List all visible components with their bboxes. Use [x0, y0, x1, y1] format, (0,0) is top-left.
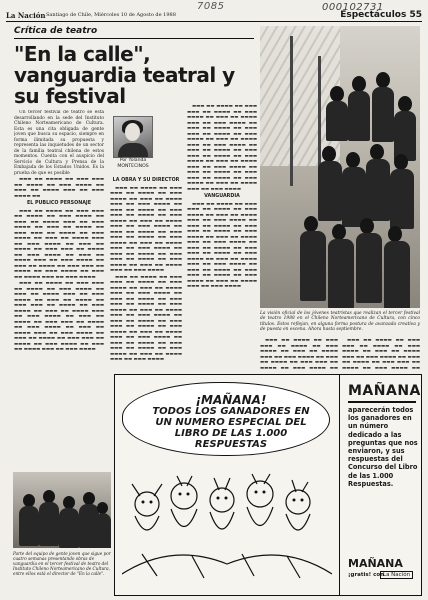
ad-exclamation: ¡MAÑANA!	[195, 393, 267, 407]
article-column-5	[342, 338, 420, 372]
ad-title: MAÑANA	[348, 383, 421, 399]
section-title: Espectáculos 55	[340, 10, 422, 20]
ad-sidebar	[339, 375, 422, 595]
cartoon-crowd	[122, 464, 332, 584]
byline	[107, 158, 159, 169]
kicker: Crítica de teatro	[14, 26, 98, 36]
advertisement	[114, 374, 422, 596]
handwritten-mark: 000102731	[322, 2, 384, 13]
speech-bubble	[122, 382, 330, 456]
article-column-3	[187, 104, 257, 370]
article-text-filler: ▬▬▬ ▬▬ ▬▬▬▬ ▬▬ ▬▬▬ ▬▬▬ ▬▬ ▬▬▬▬ ▬▬ ▬▬▬ ▬▬▬▬ ▬▬ ▬▬▬ ▬▬ ▬▬▬▬ ▬▬▬ ▬▬ ▬▬▬ ▬▬▬▬ ▬▬ ▬▬▬ ▬▬ ▬▬▬▬ ▬▬ ▬▬▬ ▬▬▬ ▬▬ ▬▬▬▬ ▬▬ ▬▬▬ ▬▬▬▬ ▬▬ ▬▬▬ ▬▬ ▬▬▬▬ ▬▬▬ ▬▬ ▬▬▬ ▬▬▬▬ ▬▬ ▬▬▬ ▬▬ ▬▬▬▬ ▬▬ ▬▬▬ ▬▬▬ ▬▬ ▬▬▬▬ ▬▬ ▬▬▬ ▬▬▬▬ ▬▬ ▬▬▬ ▬▬ ▬▬▬▬ ▬▬▬ ▬▬ ▬▬▬ ▬▬▬▬ ▬▬ ▬▬▬ ▬▬ ▬▬▬▬ ▬▬ ▬▬▬ ▬▬▬ ▬▬ ▬▬▬▬ ▬▬ ▬▬▬ ▬▬▬▬ ▬▬ ▬▬▬ ▬▬ ▬▬▬▬ ▬▬▬ ▬▬ ▬▬▬ ▬▬▬▬	[14, 208, 104, 280]
article-text-filler: ▬▬▬ ▬▬ ▬▬▬▬ ▬▬ ▬▬▬ ▬▬▬ ▬▬ ▬▬▬▬ ▬▬ ▬▬▬ ▬▬▬▬ ▬▬ ▬▬▬ ▬▬ ▬▬▬▬ ▬▬▬ ▬▬ ▬▬▬ ▬▬▬▬ ▬▬ ▬▬▬ ▬▬ ▬▬▬▬ ▬▬ ▬▬▬ ▬▬▬ ▬▬ ▬▬▬▬ ▬▬ ▬▬▬ ▬▬▬▬ ▬▬ ▬▬▬ ▬▬ ▬▬▬▬ ▬▬▬ ▬▬ ▬▬▬ ▬▬▬▬ ▬▬ ▬▬▬ ▬▬ ▬▬▬▬ ▬▬ ▬▬▬ ▬▬▬ ▬▬ ▬▬▬▬ ▬▬ ▬▬▬ ▬▬▬▬ ▬▬ ▬▬▬ ▬▬ ▬▬▬▬ ▬▬▬ ▬▬ ▬▬▬ ▬▬▬▬ ▬▬ ▬▬▬ ▬▬ ▬▬▬▬ ▬▬ ▬▬▬ ▬▬▬ ▬▬ ▬▬▬▬ ▬▬ ▬▬▬ ▬▬▬▬ ▬▬ ▬▬▬ ▬▬ ▬▬▬▬ ▬▬▬ ▬▬ ▬▬▬ ▬▬▬▬	[187, 201, 257, 289]
section-subhead: LA OBRA Y SU DIRECTOR	[112, 178, 180, 183]
article-text-filler: ▬▬▬ ▬▬ ▬▬▬▬ ▬▬ ▬▬▬ ▬▬▬ ▬▬ ▬▬▬▬ ▬▬ ▬▬▬ ▬▬▬▬ ▬▬ ▬▬▬ ▬▬ ▬▬▬▬ ▬▬▬ ▬▬ ▬▬▬ ▬▬▬▬ ▬▬ ▬▬▬ ▬▬ ▬▬▬▬ ▬▬ ▬▬▬ ▬▬▬ ▬▬ ▬▬▬▬ ▬▬ ▬▬▬ ▬▬▬▬ ▬▬ ▬▬▬ ▬▬ ▬▬▬▬ ▬▬▬ ▬▬ ▬▬▬ ▬▬▬▬ ▬▬ ▬▬▬ ▬▬ ▬▬▬▬ ▬▬ ▬▬▬ ▬▬▬ ▬▬ ▬▬▬▬ ▬▬ ▬▬▬ ▬▬▬▬ ▬▬ ▬▬▬ ▬▬ ▬▬▬▬ ▬▬▬ ▬▬ ▬▬▬ ▬▬▬▬ ▬▬ ▬▬▬ ▬▬ ▬▬▬▬ ▬▬ ▬▬▬ ▬▬▬ ▬▬ ▬▬▬▬ ▬▬ ▬▬▬ ▬▬▬▬ ▬▬ ▬▬▬ ▬▬ ▬▬▬▬ ▬▬▬ ▬▬ ▬▬▬ ▬▬▬▬	[110, 274, 182, 362]
section-subhead: EL PUBLICO PERSONAJE	[27, 201, 91, 206]
ad-gratis: ¡gratis! con	[348, 572, 385, 578]
ad-title: MAÑANA	[348, 557, 403, 570]
handwritten-mark: 7085	[197, 1, 225, 12]
masthead	[6, 10, 422, 22]
article-text-filler: ▬▬▬ ▬▬ ▬▬▬▬ ▬▬ ▬▬▬ ▬▬▬ ▬▬ ▬▬▬▬ ▬▬ ▬▬▬ ▬▬▬▬ ▬▬ ▬▬▬ ▬▬ ▬▬▬▬ ▬▬▬ ▬▬ ▬▬▬ ▬▬▬▬ ▬▬ ▬▬▬ ▬▬ ▬▬▬▬ ▬▬ ▬▬▬ ▬▬▬ ▬▬ ▬▬▬▬ ▬▬ ▬▬▬ ▬▬▬▬ ▬▬	[342, 338, 420, 371]
ad-illustration	[118, 378, 336, 590]
article-column-1	[14, 110, 104, 465]
ad-body: aparecerán todos los ganadores en un número dedicado a las preguntas que nos enviaron, y sus respuestas del Concurso del Libro de las 1.000 Respuestas.	[348, 406, 418, 488]
group-photo	[260, 26, 420, 308]
byline-surname: MONTECINOS	[117, 163, 149, 169]
article-column-2	[110, 176, 182, 370]
article-column-4	[260, 338, 338, 372]
byline-name: Por Yolanda	[119, 158, 147, 163]
dateline: Santiago de Chile, Miércoles 10 de Agosto de 1988	[46, 12, 176, 18]
headline: "En la calle", vanguardia teatral y su festival	[14, 42, 235, 108]
divider	[14, 38, 254, 39]
article-text-filler: ▬▬▬ ▬▬ ▬▬▬▬ ▬▬ ▬▬▬ ▬▬▬ ▬▬ ▬▬▬▬ ▬▬ ▬▬▬ ▬▬▬▬ ▬▬ ▬▬▬ ▬▬ ▬▬▬▬ ▬▬▬ ▬▬ ▬▬▬ ▬▬▬▬ ▬▬ ▬▬▬ ▬▬ ▬▬▬▬ ▬▬ ▬▬▬ ▬▬▬ ▬▬ ▬▬▬▬ ▬▬ ▬▬▬ ▬▬▬▬ ▬▬ ▬▬▬ ▬▬ ▬▬▬▬ ▬▬▬ ▬▬ ▬▬▬ ▬▬▬▬ ▬▬ ▬▬▬ ▬▬ ▬▬▬▬ ▬▬ ▬▬▬ ▬▬▬ ▬▬ ▬▬▬▬ ▬▬ ▬▬▬ ▬▬▬▬ ▬▬ ▬▬▬ ▬▬ ▬▬▬▬ ▬▬▬ ▬▬ ▬▬▬ ▬▬▬▬ ▬▬ ▬▬▬ ▬▬ ▬▬▬▬ ▬▬ ▬▬▬ ▬▬▬ ▬▬ ▬▬▬▬ ▬▬ ▬▬▬ ▬▬▬▬ ▬▬ ▬▬▬ ▬▬ ▬▬▬▬ ▬▬▬ ▬▬ ▬▬▬ ▬▬▬▬	[187, 104, 257, 192]
cast-photo	[13, 472, 111, 548]
article-text-filler: ▬▬▬ ▬▬ ▬▬▬▬ ▬▬ ▬▬▬ ▬▬▬ ▬▬ ▬▬▬▬ ▬▬ ▬▬▬ ▬▬▬▬ ▬▬ ▬▬▬ ▬▬ ▬▬▬▬ ▬▬▬ ▬▬ ▬▬▬ ▬▬▬▬ ▬▬ ▬▬▬ ▬▬ ▬▬▬▬ ▬▬ ▬▬▬ ▬▬▬ ▬▬ ▬▬▬▬ ▬▬ ▬▬▬ ▬▬▬▬ ▬▬ ▬▬▬ ▬▬ ▬▬▬▬ ▬▬▬ ▬▬ ▬▬▬ ▬▬▬▬ ▬▬ ▬▬▬ ▬▬ ▬▬▬▬ ▬▬ ▬▬▬ ▬▬▬ ▬▬ ▬▬▬▬ ▬▬ ▬▬▬ ▬▬▬▬ ▬▬ ▬▬▬ ▬▬ ▬▬▬▬ ▬▬▬ ▬▬ ▬▬▬ ▬▬▬▬ ▬▬ ▬▬▬ ▬▬ ▬▬▬▬ ▬▬ ▬▬▬ ▬▬▬ ▬▬ ▬▬▬▬ ▬▬ ▬▬▬ ▬▬▬▬ ▬▬ ▬▬▬ ▬▬ ▬▬▬▬ ▬▬▬ ▬▬ ▬▬▬ ▬▬▬▬	[110, 185, 182, 273]
article-text-filler: ▬▬▬ ▬▬ ▬▬▬▬ ▬▬ ▬▬▬ ▬▬▬ ▬▬ ▬▬▬▬ ▬▬ ▬▬▬ ▬▬▬▬ ▬▬ ▬▬▬ ▬▬ ▬▬▬▬ ▬▬▬ ▬▬ ▬▬▬ ▬▬▬▬ ▬▬	[14, 177, 104, 199]
article-text-filler: ▬▬▬ ▬▬ ▬▬▬▬ ▬▬ ▬▬▬ ▬▬▬ ▬▬ ▬▬▬▬ ▬▬ ▬▬▬ ▬▬▬▬ ▬▬ ▬▬▬ ▬▬ ▬▬▬▬ ▬▬▬ ▬▬ ▬▬▬ ▬▬▬▬ ▬▬ ▬▬▬ ▬▬ ▬▬▬▬ ▬▬ ▬▬▬ ▬▬▬ ▬▬ ▬▬▬▬ ▬▬ ▬▬▬ ▬▬▬▬ ▬▬	[260, 338, 338, 371]
ad-announcement: TODOS LOS GANADORES EN UN NUMERO ESPECIAL DEL LIBRO DE LAS 1.000 RESPUESTAS	[152, 406, 310, 450]
author-portrait	[113, 116, 153, 158]
paper-logo: La Nación	[380, 571, 413, 579]
article-text: Un tercer festival de teatro se está desarrollando en la sede del Instituto Chileno Norteamericano de Cultura. Esta es una cita obligada de gente joven que busca su espacio, siempre en forma ilimitada su propuesta y representa las inquietudes de un sector de la familia teatral chilena de estos momentos. Cuenta con el auspicio del Servicio de Cultura y Prensa de la Embajada de los Estados Unidos. Es la prueba de que es posible	[14, 110, 104, 176]
photo-caption: Parte del equipo de gente joven que sigue por cuatro semanas presentando obras de vanguardia en el tercer festival de teatro del Instituto Chileno Norteamericano de Cultura, entre ellos está el director de "En la calle".	[13, 551, 111, 577]
article-text-filler: ▬▬▬ ▬▬ ▬▬▬▬ ▬▬ ▬▬▬ ▬▬▬ ▬▬ ▬▬▬▬ ▬▬ ▬▬▬ ▬▬▬▬ ▬▬ ▬▬▬ ▬▬ ▬▬▬▬ ▬▬▬ ▬▬ ▬▬▬ ▬▬▬▬ ▬▬ ▬▬▬ ▬▬ ▬▬▬▬ ▬▬ ▬▬▬ ▬▬▬ ▬▬ ▬▬▬▬ ▬▬ ▬▬▬ ▬▬▬▬ ▬▬ ▬▬▬ ▬▬ ▬▬▬▬ ▬▬▬ ▬▬ ▬▬▬ ▬▬▬▬ ▬▬ ▬▬▬ ▬▬ ▬▬▬▬ ▬▬ ▬▬▬ ▬▬▬ ▬▬ ▬▬▬▬ ▬▬ ▬▬▬ ▬▬▬▬ ▬▬ ▬▬▬ ▬▬ ▬▬▬▬ ▬▬▬ ▬▬ ▬▬▬ ▬▬▬▬ ▬▬ ▬▬▬ ▬▬ ▬▬▬▬ ▬▬ ▬▬▬ ▬▬▬ ▬▬ ▬▬▬▬ ▬▬ ▬▬▬ ▬▬▬▬ ▬▬ ▬▬▬ ▬▬ ▬▬▬▬ ▬▬▬ ▬▬ ▬▬▬ ▬▬▬▬	[14, 281, 104, 352]
section-subhead: VANGUARDIA	[204, 194, 240, 199]
paper-name: La Nación	[6, 11, 46, 20]
divider	[348, 401, 416, 403]
photo-caption: La visión oficial de los jóvenes teatristas que realizan el tercer festival de teatro 1988 en el Chileno Norteamericano de Cultura, con cinco títulos. Estos reflejan, en alguna forma postura de avanzada creativa y de puesta en escena. Ahora hasta septiembre.	[260, 311, 420, 333]
